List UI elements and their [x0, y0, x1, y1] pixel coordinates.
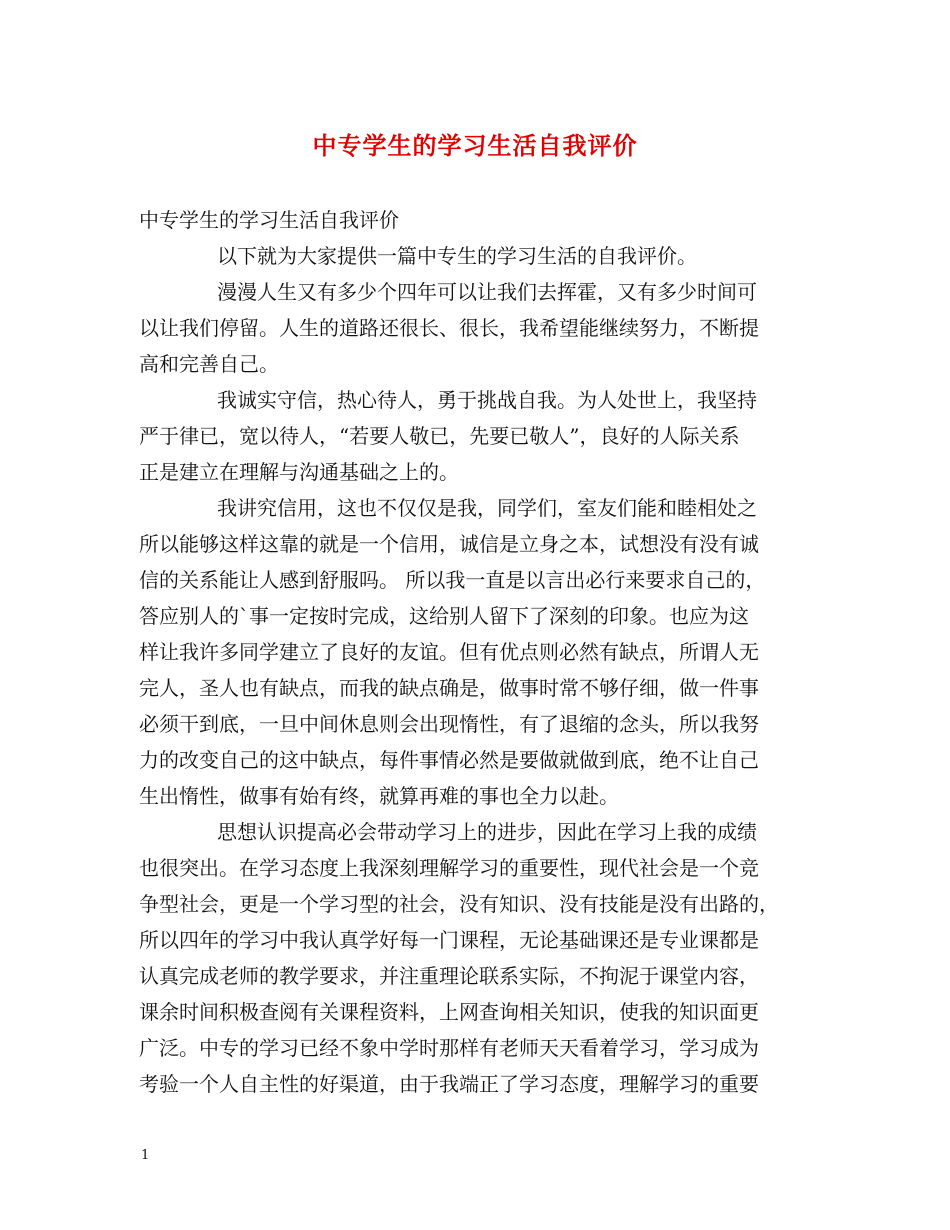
- text-line: 中专学生的学习生活自我评价: [139, 208, 399, 232]
- text-line: 完人，圣人也有缺点，而我的缺点确是，做事时常不够仔细，做一件事: [139, 676, 759, 700]
- text-line: 答应别人的`事一定按时完成，这给别人留下了深刻的印象。也应为这: [139, 604, 749, 628]
- text-line: 课余时间积极查阅有关课程资料，上网查询相关知识，使我的知识面更: [139, 1000, 759, 1024]
- text-line: 生出惰性，做事有始有终，就算再难的事也全力以赴。: [139, 784, 619, 808]
- text-line: 所以四年的学习中我认真学好每一门课程，无论基础课还是专业课都是: [139, 928, 759, 952]
- text-line: 力的改变自己的这中缺点，每件事情必然是要做就做到底，绝不让自己: [139, 748, 759, 772]
- text-line: 思想认识提高必会带动学习上的进步，因此在学习上我的成绩: [217, 820, 757, 844]
- text-line: 我讲究信用，这也不仅仅是我，同学们，室友们能和睦相处之: [217, 496, 757, 520]
- text-line: 样让我许多同学建立了良好的友谊。但有优点则必然有缺点，所谓人无: [139, 640, 759, 664]
- document-body: [139, 202, 823, 1102]
- text-line: 也很突出。在学习态度上我深刻理解学习的重要性，现代社会是一个竞: [139, 856, 759, 880]
- text-line: 所以能够这样这靠的就是一个信用，诚信是立身之本，试想没有没有诚: [139, 532, 759, 556]
- text-line: 以下就为大家提供一篇中专生的学习生活的自我评价。: [217, 244, 697, 268]
- document-title: 中专学生的学习生活自我评价: [312, 131, 638, 160]
- text-line: 争型社会，更是一个学习型的社会，没有知识、没有技能是没有出路的，: [139, 892, 779, 916]
- page-number: 1: [141, 1148, 150, 1163]
- text-line: 我诚实守信，热心待人，勇于挑战自我。为人处世上，我坚持: [217, 388, 757, 412]
- text-line: 信的关系能让人感到舒服吗。 所以我一直是以言出必行来要求自己的，: [139, 568, 766, 592]
- text-line: 考验一个人自主性的好渠道，由于我端正了学习态度，理解学习的重要: [139, 1072, 759, 1096]
- text-line: 高和完善自己。: [139, 352, 279, 376]
- text-line: 漫漫人生又有多少个四年可以让我们去挥霍，又有多少时间可: [217, 280, 757, 304]
- text-line: 以让我们停留。人生的道路还很长、很长，我希望能继续努力，不断提: [139, 316, 759, 340]
- text-line: 广泛。中专的学习已经不象中学时那样有老师天天看着学习，学习成为: [139, 1036, 759, 1060]
- text-line: 正是建立在理解与沟通基础之上的。: [139, 460, 459, 484]
- text-line: 必须干到底，一旦中间休息则会出现惰性，有了退缩的念头，所以我努: [139, 712, 759, 736]
- text-line: 认真完成老师的教学要求，并注重理论联系实际，不拘泥于课堂内容，: [139, 964, 759, 988]
- text-line: 严于律已，宽以待人，“若要人敬已，先要已敬人”，良好的人际关系: [139, 424, 740, 448]
